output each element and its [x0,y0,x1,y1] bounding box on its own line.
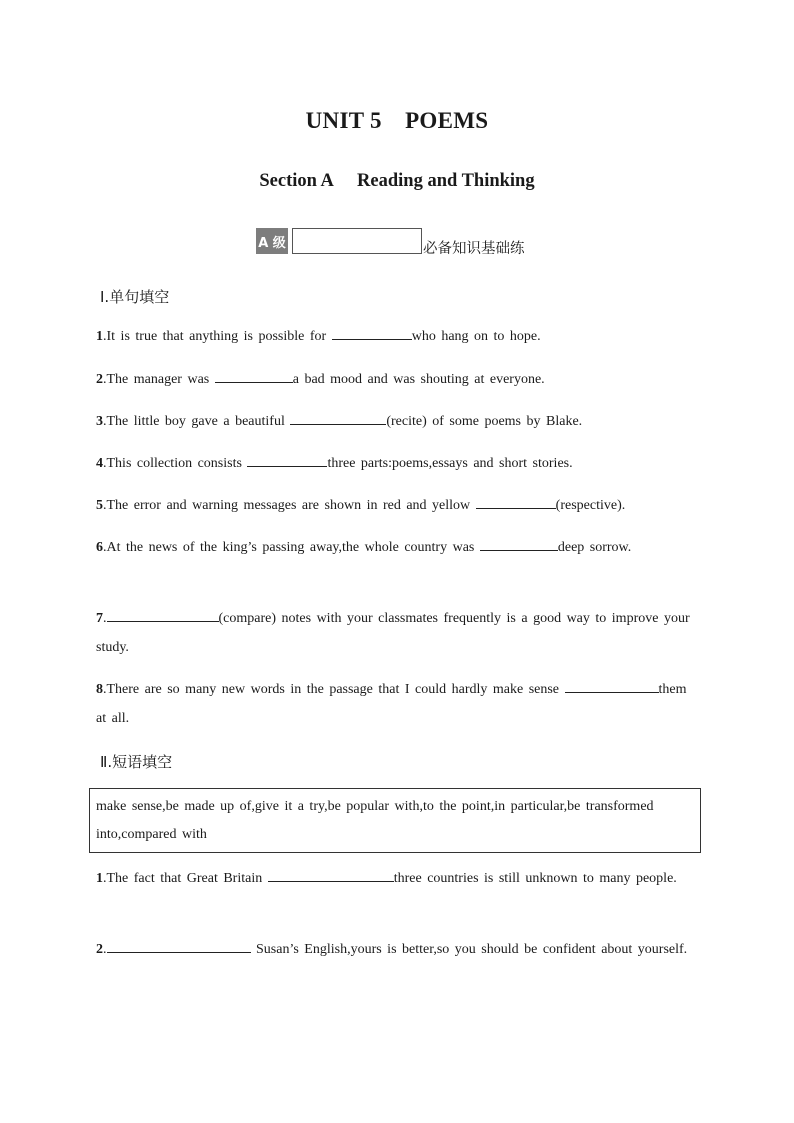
question-text-before: .The error and warning messages are shown in red and yellow [103,498,476,513]
answer-blank[interactable] [215,368,293,383]
question-text-after: (recite) of some poems by Blake. [386,414,583,429]
phrase-word-bank: make sense,be made up of,give it a try,be popular with,to the point,in particular,be transformed into,compared with [89,788,701,853]
question-text-after: three parts:poems,essays and short stories. [327,456,573,471]
question-text-before: .The manager was [103,372,215,387]
question-number: 6 [96,540,103,555]
level-label: 必备知识基础练 [423,241,525,257]
question-text-before: .The fact that Great Britain [103,871,268,886]
answer-blank[interactable] [480,536,558,551]
answer-blank[interactable] [107,607,219,622]
part1-question-7 [96,604,702,662]
answer-blank[interactable] [565,678,659,693]
section-title: Section A Reading and Thinking [259,171,535,191]
part1-question-3 [96,407,702,436]
answer-blank[interactable] [290,410,386,425]
question-text-before: . [103,942,107,957]
part1-question-6 [96,533,702,562]
part1-heading: Ⅰ.单句填空 [100,288,170,306]
part2-question-2 [96,935,702,964]
level-badge: A 级 [256,228,288,254]
answer-blank[interactable] [268,867,394,882]
question-text-before: .This collection consists [103,456,248,471]
question-text-after: deep sorrow. [557,540,632,555]
answer-blank[interactable] [247,452,327,467]
unit-title: UNIT 5 POEMS [305,108,489,133]
level-bar [256,227,525,257]
question-text-after: a bad mood and was shouting at everyone. [292,372,545,387]
question-text-after: who hang on to hope. [411,329,541,344]
question-text-before: .The little boy gave a beautiful [103,414,291,429]
question-number: 7 [96,611,103,626]
question-text-before: . [103,611,107,626]
question-text-after: Susan’s English,yours is better,so you should be confident about yourself. [250,942,688,957]
part1-question-8 [96,675,702,733]
question-number: 2 [96,942,103,957]
question-number: 1 [96,871,103,886]
answer-blank[interactable] [107,938,251,953]
question-number: 4 [96,456,103,471]
part2-question-1 [96,864,702,893]
part2-heading: Ⅱ.短语填空 [100,753,173,771]
question-text-after: three countries is still unknown to many people. [393,871,677,886]
part1-question-5 [96,491,702,520]
question-text-before: .At the news of the king’s passing away,the whole country was [103,540,480,555]
question-text-before: .There are so many new words in the passage that I could hardly make sense [103,682,565,697]
part1-question-2 [96,365,702,394]
part1-question-1 [96,322,702,351]
question-number: 2 [96,372,103,387]
answer-blank[interactable] [332,325,412,340]
answer-blank[interactable] [476,494,556,509]
question-number: 1 [96,329,103,344]
question-text-after: them at all. [96,682,687,726]
question-number: 8 [96,682,103,697]
level-blank-box [292,228,422,254]
question-text-before: .It is true that anything is possible for [103,329,332,344]
question-text-after: (compare) notes with your classmates frequently is a good way to improve your study. [96,611,690,655]
part1-question-4 [96,449,702,478]
question-number: 5 [96,498,103,513]
question-number: 3 [96,414,103,429]
question-text-after: (respective). [555,498,626,513]
